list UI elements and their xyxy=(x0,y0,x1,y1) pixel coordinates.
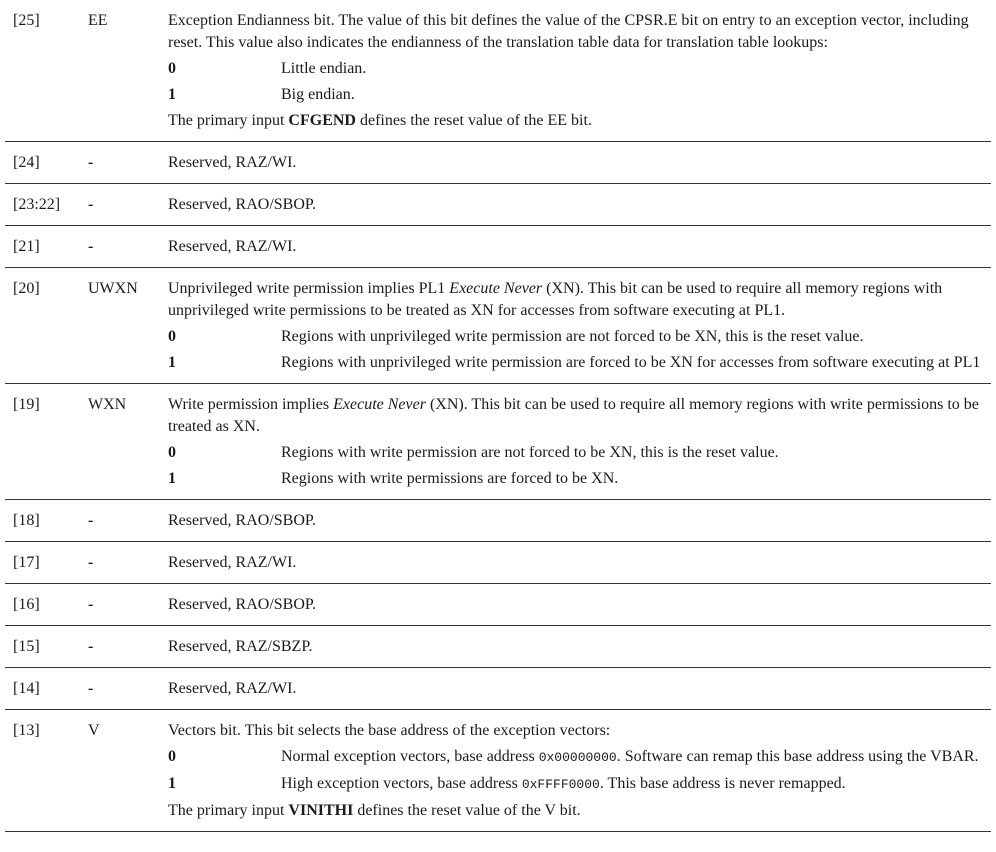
text-run: Reserved, RAZ/WI. xyxy=(168,554,297,571)
bit-range: [24] xyxy=(5,142,87,184)
italic-text: Execute Never xyxy=(449,280,543,297)
function-description xyxy=(168,394,981,438)
reset-note xyxy=(168,800,981,822)
text-run: High exception vectors, base address xyxy=(281,775,522,792)
bit-range: [14] xyxy=(5,668,87,710)
text-run: defines the reset value of the V bit. xyxy=(353,802,581,819)
text-run: The primary input xyxy=(168,112,289,129)
text-run: Reserved, RAZ/SBZP. xyxy=(168,638,313,655)
field-function xyxy=(167,584,991,626)
italic-text: Execute Never xyxy=(333,396,426,413)
value-row xyxy=(168,746,981,769)
text-run: Vectors bit. This bit selects the base address of the exception vectors: xyxy=(168,722,611,739)
field-name: - xyxy=(87,626,167,668)
table-row xyxy=(5,0,991,142)
text-run: Regions with unprivileged write permission are forced to be XN for accesses from software executing at PL1 xyxy=(281,354,981,371)
text-run: Little endian. xyxy=(281,60,367,77)
value-description xyxy=(281,352,981,374)
bit-range: [18] xyxy=(5,500,87,542)
bit-range: [16] xyxy=(5,584,87,626)
table-row xyxy=(5,268,991,384)
bit-range: [19] xyxy=(5,384,87,500)
text-run: Big endian. xyxy=(281,86,355,103)
table-row xyxy=(5,500,991,542)
field-function xyxy=(167,142,991,184)
value-description xyxy=(281,746,981,769)
value-row xyxy=(168,84,981,106)
value-description xyxy=(281,326,981,348)
value-key: 1 xyxy=(168,354,176,371)
text-run: Write permission implies xyxy=(168,396,334,413)
field-name: WXN xyxy=(87,384,167,500)
table-row xyxy=(5,142,991,184)
function-description xyxy=(168,594,981,616)
function-description xyxy=(168,510,981,532)
text-run: Exception Endianness bit. The value of this bit defines the value of the CPSR.E bit on entry to an exception vector, including reset. This value also indicates the endianness of the translation table data for translation table lookups: xyxy=(168,12,969,51)
field-name: - xyxy=(87,668,167,710)
value-key: 1 xyxy=(168,86,176,103)
field-function xyxy=(167,668,991,710)
table-row xyxy=(5,542,991,584)
table-row xyxy=(5,710,991,832)
field-function xyxy=(167,542,991,584)
text-run: Normal exception vectors, base address xyxy=(281,748,539,765)
function-description xyxy=(168,720,981,742)
field-name: V xyxy=(87,710,167,832)
value-row xyxy=(168,58,981,80)
text-run: defines the reset value of the EE bit. xyxy=(355,112,592,129)
table-row xyxy=(5,226,991,268)
table-row xyxy=(5,584,991,626)
text-run: The primary input xyxy=(168,802,289,819)
value-row xyxy=(168,468,981,490)
field-function xyxy=(167,268,991,384)
text-run: (XN). This bit can be used to require all memory regions with write permissions to be treated as XN. xyxy=(168,396,979,435)
text-run: Unprivileged write permission implies PL1 xyxy=(168,280,450,297)
code-address: 0xFFFF0000 xyxy=(521,777,600,792)
bit-range: [20] xyxy=(5,268,87,384)
value-row xyxy=(168,352,981,374)
function-description xyxy=(168,236,981,258)
value-description xyxy=(281,468,981,490)
text-run: Reserved, RAO/SBOP. xyxy=(168,196,317,213)
bit-range: [21] xyxy=(5,226,87,268)
text-run: Regions with write permissions are forced to be XN. xyxy=(281,470,619,487)
text-run: Reserved, RAZ/WI. xyxy=(168,238,297,255)
field-function xyxy=(167,184,991,226)
value-row xyxy=(168,442,981,464)
function-description xyxy=(168,10,981,54)
text-run: (XN). This bit can be used to require all memory regions with unprivileged write permissions to be treated as XN for accesses from software executing at PL1. xyxy=(168,280,943,319)
function-description xyxy=(168,678,981,700)
text-run: . Software can remap this base address using the VBAR. xyxy=(616,748,979,765)
field-name: - xyxy=(87,142,167,184)
value-key: 1 xyxy=(168,470,176,487)
code-address: 0x00000000 xyxy=(538,750,617,765)
field-name: - xyxy=(87,584,167,626)
table-row xyxy=(5,384,991,500)
value-row xyxy=(168,326,981,348)
function-description xyxy=(168,152,981,174)
table-row xyxy=(5,668,991,710)
text-run: . This base address is never remapped. xyxy=(599,775,846,792)
value-row xyxy=(168,773,981,796)
bit-range: [23:22] xyxy=(5,184,87,226)
field-name: - xyxy=(87,226,167,268)
field-function xyxy=(167,384,991,500)
field-name: EE xyxy=(87,0,167,142)
field-name: - xyxy=(87,500,167,542)
value-key: 0 xyxy=(168,328,176,345)
value-description xyxy=(281,58,981,80)
bold-text: CFGEND xyxy=(288,112,356,129)
field-function xyxy=(167,226,991,268)
value-key: 0 xyxy=(168,60,176,77)
function-description xyxy=(168,194,981,216)
bold-text: VINITHI xyxy=(288,802,354,819)
text-run: Reserved, RAO/SBOP. xyxy=(168,512,317,529)
field-function xyxy=(167,626,991,668)
field-function xyxy=(167,500,991,542)
function-description xyxy=(168,278,981,322)
field-function xyxy=(167,0,991,142)
field-name: - xyxy=(87,184,167,226)
table-body xyxy=(5,0,991,832)
table-row xyxy=(5,184,991,226)
value-description xyxy=(281,773,981,796)
value-description xyxy=(281,442,981,464)
table-row xyxy=(5,626,991,668)
value-key: 0 xyxy=(168,444,176,461)
field-function xyxy=(167,710,991,832)
value-key: 0 xyxy=(168,748,176,765)
text-run: Reserved, RAZ/WI. xyxy=(168,154,297,171)
text-run: Reserved, RAO/SBOP. xyxy=(168,596,317,613)
bit-range: [25] xyxy=(5,0,87,142)
bit-range: [15] xyxy=(5,626,87,668)
reset-note xyxy=(168,110,981,132)
bit-range: [17] xyxy=(5,542,87,584)
text-run: Regions with unprivileged write permission are not forced to be XN, this is the reset value. xyxy=(281,328,864,345)
text-run: Regions with write permission are not forced to be XN, this is the reset value. xyxy=(281,444,779,461)
function-description xyxy=(168,636,981,658)
text-run: Reserved, RAZ/WI. xyxy=(168,680,297,697)
bit-range: [13] xyxy=(5,710,87,832)
function-description xyxy=(168,552,981,574)
register-field-table xyxy=(5,0,991,832)
field-name: UWXN xyxy=(87,268,167,384)
value-key: 1 xyxy=(168,775,176,792)
value-description xyxy=(281,84,981,106)
field-name: - xyxy=(87,542,167,584)
